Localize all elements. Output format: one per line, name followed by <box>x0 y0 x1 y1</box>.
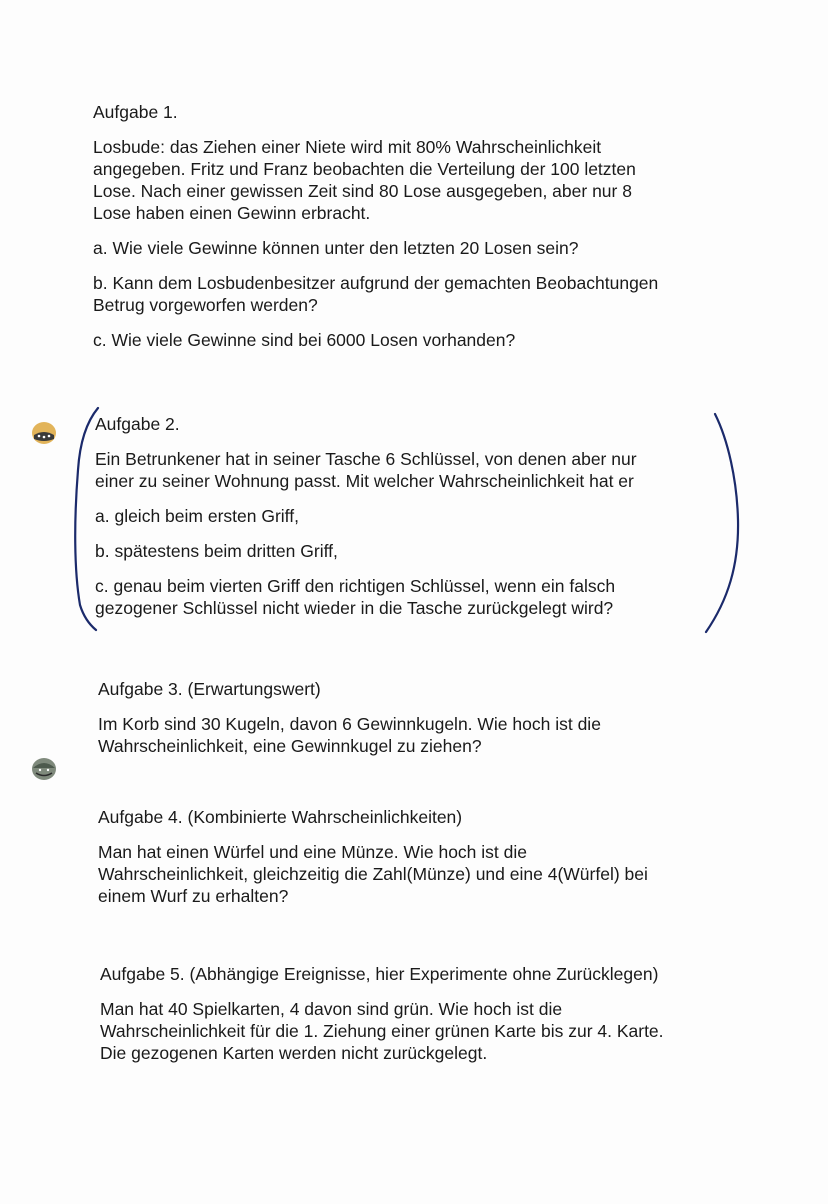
task-1-title: Aufgabe 1. <box>93 102 178 122</box>
task-3-title: Aufgabe 3. (Erwartungswert) <box>98 679 321 699</box>
task-3 <box>98 678 748 770</box>
task-5-title: Aufgabe 5. (Abhängige Ereignisse, hier Experimente ohne Zurücklegen) <box>100 964 659 984</box>
task-2-question-a: a. gleich beim ersten Griff, <box>95 506 299 526</box>
task-2-intro-line: Ein Betrunkener hat in seiner Tasche 6 Schlüssel, von denen aber nur <box>95 449 637 469</box>
task-2-question-b: b. spätestens beim dritten Griff, <box>95 541 338 561</box>
task-1-intro-line: Losbude: das Ziehen einer Niete wird mit 80% Wahrscheinlichkeit <box>93 137 602 157</box>
task-5-text-line: Wahrscheinlichkeit für die 1. Ziehung einer grünen Karte bis zur 4. Karte. <box>100 1021 664 1041</box>
task-5 <box>100 963 750 1077</box>
task-3-text <box>98 713 748 757</box>
task-2-question-c <box>95 575 745 619</box>
task-1 <box>93 101 743 364</box>
task-1-question-b-line: b. Kann dem Losbudenbesitzer aufgrund der gemachten Beobachtungen <box>93 273 659 293</box>
task-5-text <box>100 998 750 1064</box>
task-2-question-c-line: c. genau beim vierten Griff den richtigen Schlüssel, wenn ein falsch <box>95 576 616 596</box>
task-4-text-line: Wahrscheinlichkeit, gleichzeitig die Zahl(Münze) und eine 4(Würfel) bei <box>98 864 648 884</box>
task-1-question-a: a. Wie viele Gewinne können unter den letzten 20 Losen sein? <box>93 238 579 258</box>
task-4-text-line: einem Wurf zu erhalten? <box>98 886 289 906</box>
task-1-intro-line: angegeben. Fritz und Franz beobachten die Verteilung der 100 letzten <box>93 159 636 179</box>
task-5-text-line: Man hat 40 Spielkarten, 4 davon sind grün. Wie hoch ist die <box>100 999 563 1019</box>
task-4-text-line: Man hat einen Würfel und eine Münze. Wie hoch ist die <box>98 842 527 862</box>
task-1-intro-line: Lose. Nach einer gewissen Zeit sind 80 Lose ausgegeben, aber nur 8 <box>93 181 632 201</box>
task-3-text-line: Im Korb sind 30 Kugeln, davon 6 Gewinnkugeln. Wie hoch ist die <box>98 714 601 734</box>
face-sticker-icon <box>30 420 58 446</box>
task-1-intro <box>93 136 743 224</box>
task-5-text-line: Die gezogenen Karten werden nicht zurückgelegt. <box>100 1043 488 1063</box>
task-4-text <box>98 841 748 907</box>
task-3-text-line: Wahrscheinlichkeit, eine Gewinnkugel zu ziehen? <box>98 736 482 756</box>
task-1-question-b-line: Betrug vorgeworfen werden? <box>93 295 318 315</box>
task-2-title: Aufgabe 2. <box>95 414 180 434</box>
task-2-intro-line: einer zu seiner Wohnung passt. Mit welcher Wahrscheinlichkeit hat er <box>95 471 634 491</box>
task-4-title: Aufgabe 4. (Kombinierte Wahrscheinlichkeiten) <box>98 807 463 827</box>
task-1-intro-line: Lose haben einen Gewinn erbracht. <box>93 203 371 223</box>
task-2-intro <box>95 448 745 492</box>
task-2 <box>95 413 745 632</box>
task-4 <box>98 806 748 920</box>
cap-sticker-icon <box>30 756 58 782</box>
task-1-question-b <box>93 272 743 316</box>
task-2-question-c-line: gezogener Schlüssel nicht wieder in die Tasche zurückgelegt wird? <box>95 598 614 618</box>
task-1-question-c: c. Wie viele Gewinne sind bei 6000 Losen vorhanden? <box>93 330 516 350</box>
